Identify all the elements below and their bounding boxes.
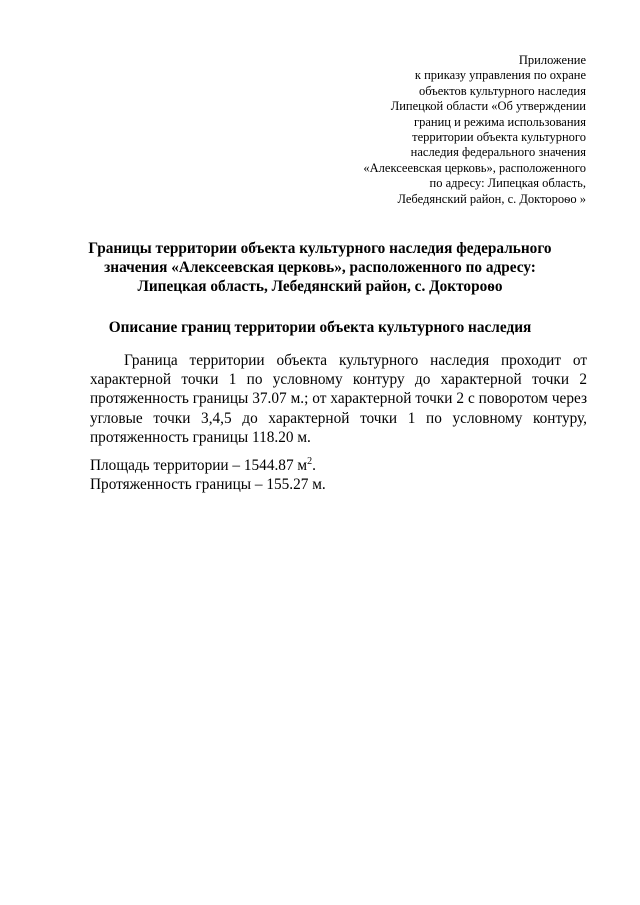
appendix-line: наследия федерального значения bbox=[410, 145, 586, 160]
area-line bbox=[90, 456, 587, 475]
appendix-line: Липецкой области «Об утверждении bbox=[390, 99, 586, 114]
description-body bbox=[90, 351, 587, 447]
section-heading: Описание границ территории объекта культурного наследия bbox=[108, 319, 532, 336]
title-line: значения «Алексеевская церковь», расположенного по адресу: bbox=[104, 259, 536, 276]
document-title bbox=[60, 239, 580, 296]
appendix-block bbox=[286, 53, 586, 207]
title-line: Границы территории объекта культурного наследия федерального bbox=[88, 240, 552, 257]
appendix-line: Приложение bbox=[518, 53, 586, 67]
appendix-line: к приказу управления по охране bbox=[414, 68, 586, 83]
appendix-line: по адресу: Липецкая область, bbox=[429, 176, 586, 191]
appendix-line: объектов культурного наследия bbox=[419, 83, 586, 98]
appendix-line: границ и режима использования bbox=[413, 114, 586, 129]
area-text: Площадь территории – 1544.87 м bbox=[90, 457, 308, 474]
summary-block bbox=[90, 456, 587, 494]
boundary-length-line: Протяженность границы – 155.27 м. bbox=[90, 476, 326, 494]
title-line: Липецкая область, Лебедянский район, с. Доктороѳо bbox=[137, 278, 503, 295]
area-unit-superscript: 2 bbox=[307, 455, 313, 467]
area-tail: . bbox=[312, 457, 316, 474]
appendix-line: «Алексеевская церковь», расположенного bbox=[363, 160, 586, 175]
appendix-line: Лебедянский район, с. Доктороѳо » bbox=[397, 191, 586, 206]
description-paragraph: Граница территории объекта культурного наследия проходит от характерной точки 1 по условному контуру до характерной точки 2 протяженность границы 37.07 м.; от характерной точки 2 с поворотом через угловые точки 3,4,5 до характерной точки 1 по условному контуру, протяженность границы 118.20 м. bbox=[90, 352, 587, 446]
appendix-line: территории объекта культурного bbox=[412, 130, 586, 145]
